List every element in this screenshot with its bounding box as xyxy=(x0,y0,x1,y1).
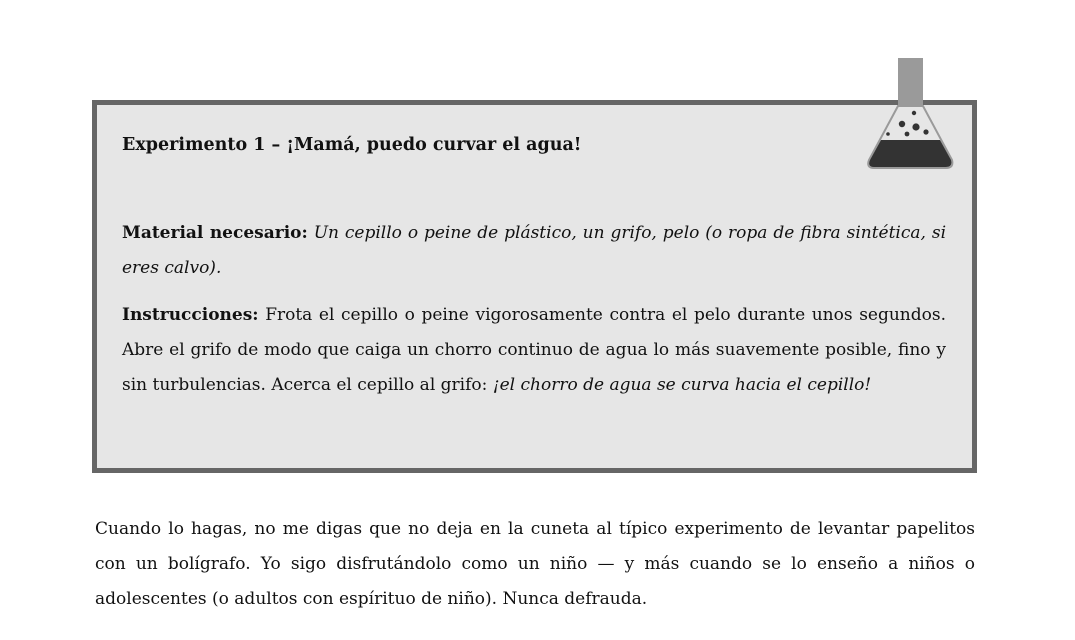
bubble xyxy=(912,111,916,115)
bubble xyxy=(886,132,890,136)
flask-neck xyxy=(898,58,923,110)
flask-icon xyxy=(864,56,956,174)
experiment-title: Experimento 1 – ¡Mamá, puedo curvar el agua! xyxy=(122,135,582,155)
instructions-emphasis: ¡el chorro de agua se curva hacia el cepillo! xyxy=(492,375,872,395)
instructions-text: Frota el cepillo o peine vigorosamente contra el pelo durante unos segundos. Abre el grifo de modo que caiga un chorro continuo de agua lo más suavemente posible, fino y sin turbulencias. Acerca el cepillo al grifo: xyxy=(122,305,947,395)
body-paragraph: Cuando lo hagas, no me digas que no deja en la cuneta al típico experimento de levantar papelitos con un bolígrafo. Yo sigo disfrutándolo como un niño — y más cuando se lo enseño a niños o adolescentes (o adultos con espírituo de niño). Nunca defrauda. xyxy=(95,519,975,609)
instructions-paragraph xyxy=(122,298,946,403)
bubble xyxy=(905,132,910,137)
material-label: Material necesario: xyxy=(122,223,308,243)
bubble xyxy=(923,129,928,134)
material-paragraph xyxy=(122,216,946,286)
bubble xyxy=(899,121,905,127)
material-text: Un cepillo o peine de plástico, un grifo, pelo (o ropa de fibra sintética, si eres calvo). xyxy=(122,223,947,278)
instructions-label: Instrucciones: xyxy=(122,305,259,325)
experiment-box xyxy=(92,100,977,473)
flask-liquid xyxy=(869,140,951,167)
bubble xyxy=(912,123,919,130)
